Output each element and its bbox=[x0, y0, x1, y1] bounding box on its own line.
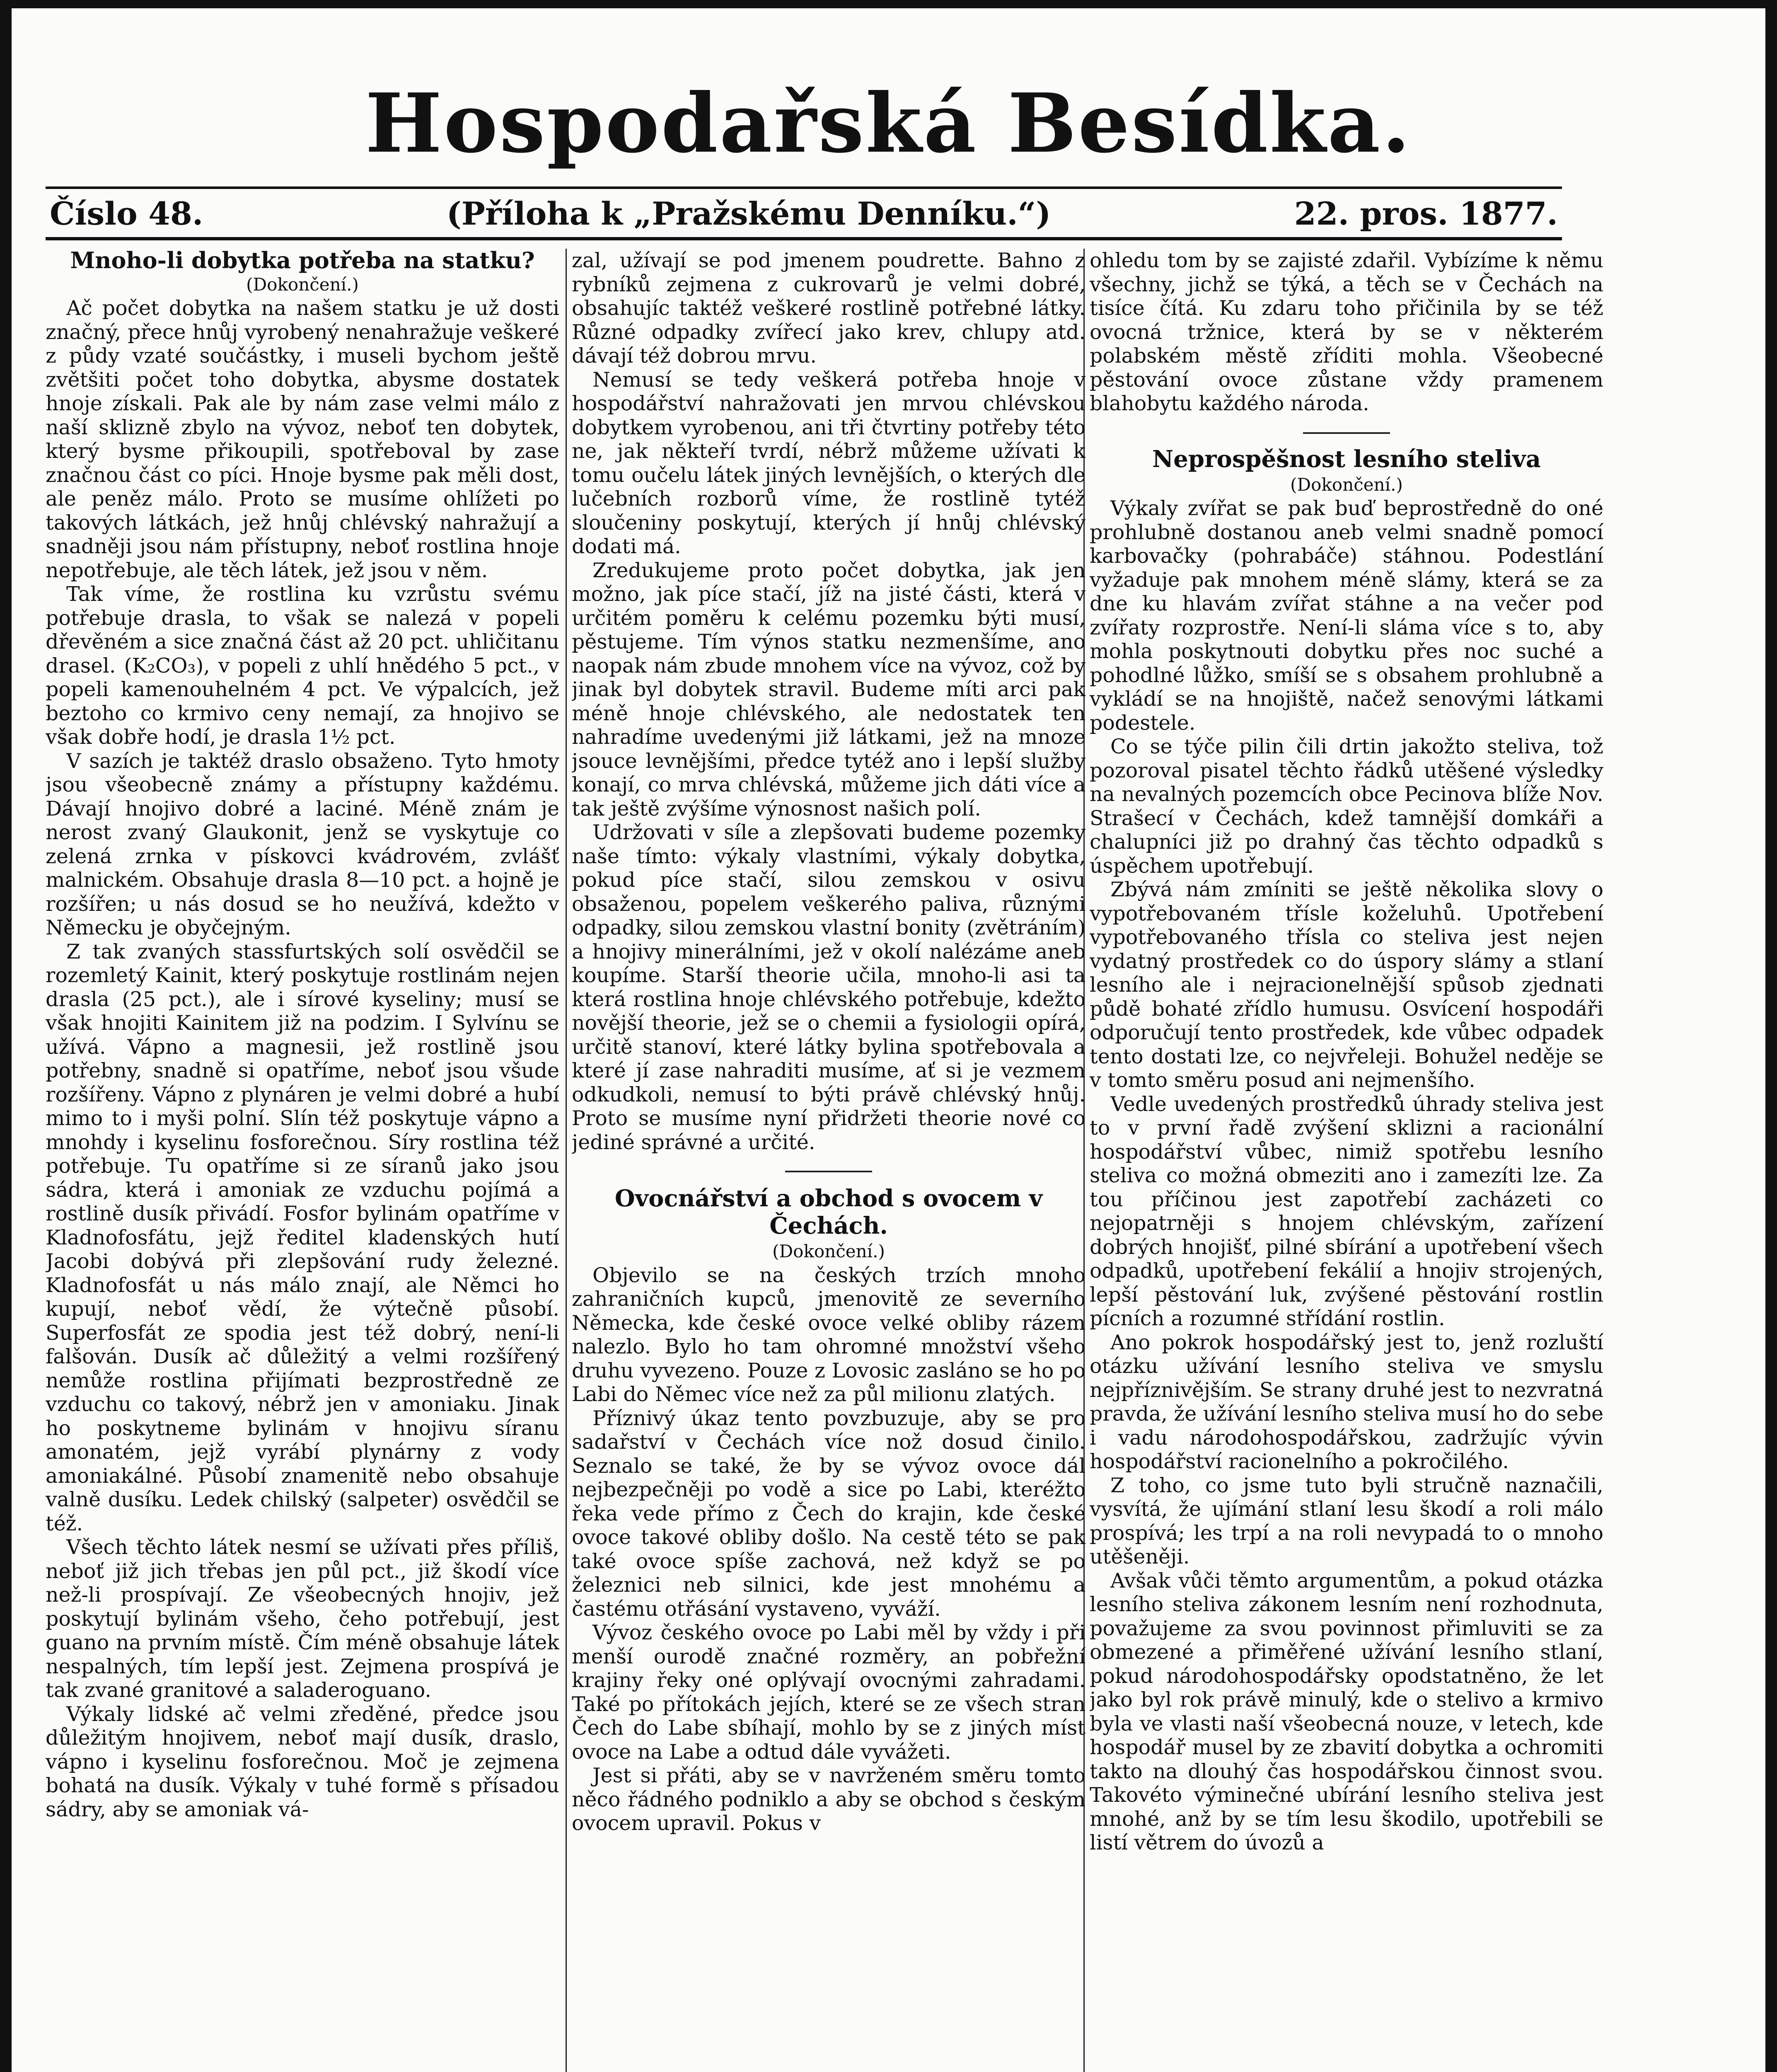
paragraph: ohledu tom by se zajisté zdařil. Vybízíme k němu všechny, jichž se týká, a těch se v Čechách na tisíce čítá. Ku zdaru toho přičinila by se též ovocná tržnice, která by se v některém polabském městě zříditi mohla. Všeobecné pěstování ovoce zůstane vždy pramenem blahobytu každého národa. bbox=[1090, 249, 1603, 415]
article-heading: Neprospěšnost lesního steliva bbox=[1152, 445, 1541, 473]
paragraph: Ano pokrok hospodářský jest to, jenž rozluští otázku užívání lesního steliva ve smyslu nejpříznivějším. Se strany druhé jest to nezvratná pravda, že užívání lesního steliva musí ho do sebe i vadu národohospodářskou, zadržujíc vývin hospodářství racionelního a pokročilého. bbox=[1090, 1330, 1603, 1473]
paragraph: Zbývá nám zmíniti se ještě několika slovy o vypotřebovaném třísle koželuhů. Upotřebení vypotřebovaného třísla co steliva jest nejen vydatný prostředek co do úspory slámy a stlaní lesního ale i nejracionelnější spůsob zjednati půdě bohaté zřídlo humusu. Osvícení hospodáři odporučují tento prostředek, kde vůbec odpadek tento dostati lze, co nejvřeleji. Bohužel neděje se v tomto směru posud ani nejmenšího. bbox=[1090, 878, 1603, 1092]
paragraph: Udržovati v síle a zlepšovati budeme pozemky naše tímto: výkaly vlastními, výkaly dobytka, pokud píce stačí, silou zemskou v osivu obsaženou, popelem veškerého paliva, různými odpadky, silou zemskou vlastní bonity (zvětráním) a hnojivy minerálními, jež v okolí nalézáme aneb koupíme. Starší theorie učila, mnoho-li asi ta která rostlina hnoje chlévského potřebuje, kdežto novější theorie, jež se o chemii a fysiologii opírá, určitě stanoví, které látky bylina spotřebovala a které jí zase nahraditi musíme, ať si je vezmem odkudkoli, nemusí to býti právě chlévský hnůj. Proto se musíme nyní přidržeti theorie nové co jediné správné a určité. bbox=[572, 821, 1086, 1154]
paragraph: Jest si přáti, aby se v navrženém směru tomto něco řádného podniklo a aby se obchod s českým ovocem upravil. Pokus v bbox=[572, 1764, 1086, 1835]
paragraph: Výkaly zvířat se pak buď beprostředně do oné prohlubně dostanou aneb velmi snadně pomocí karbovačky (pohrabáče) stáhnou. Podestlání vyžaduje pak mnohem méně slámy, která se za dne ku hlavám zvířat stáhne a na večer pod zvířaty rozprostře. Není-li sláma více s to, aby mohla poskytnouti dobytku přes noc suché a pohodlné lůžko, smíší se s obsahem prohlubně a vykládí se na hnojiště, načež senovými látkami podestele. bbox=[1090, 496, 1603, 735]
paragraph: Tak víme, že rostlina ku vzrůstu svému potřebuje drasla, to však se nalezá v popeli dřevěném a sice značná část až 20 pct. uhličitanu drasel. (K₂CO₃), v popeli z uhlí hnědého 5 pct., v popeli kamenouhelném 4 pct. Ve výpalcích, jež beztoho co krmivo ceny nemají, za hnojivo se však dobře hodí, je drasla 1½ pct. bbox=[46, 582, 559, 749]
paragraph: Z tak zvaných stassfurtských solí osvědčil se rozemletý Kainit, který poskytuje rostlinám nejen drasla (25 pct.), ale i sírové kyseliny; musí se však hnojiti Kainitem již na podzim. I Sylvínu se užívá. Vápno a magnesii, jež rostlině jsou potřebny, snadně si opatříme, neboť jsou všude rozšířeny. Vápno z plynáren je velmi dobré a hubí mimo to i myši polní. Slín též poskytuje vápno a mnohdy i kyselinu fosforečnou. Síry rostlina též potřebuje. Tu opatříme si ze síranů jako jsou sádra, která i amoniak ze vzduchu pojímá a rostlině dusík přivádí. Fosfor bylinám opatříme v Kladnofosfátu, jejž ředitel kladenských hutí Jacobi dobývá při zlepšování rudy železné. Kladnofosfát u nás málo znají, ale Němci ho kupují, neboť vědí, že výtečně působí. Superfosfát ze spodia jest též dobrý, není-li falšován. Dusík ač důležitý a velmi rozšířený nemůže rostlina přijímati bezprostředně ze vzduchu co takový, nébrž jen v amoniaku. Jinak ho poskytneme bylinám v hnojivu síranu amonatém, jejž vyrábí plynárny z vody amoniakálné. Působí znamenitě nebo obsahuje valně dusíku. Ledek chilský (salpeter) osvědčil se též. bbox=[46, 939, 559, 1535]
article-subheading: (Dokončení.) bbox=[772, 1241, 885, 1261]
paragraph: Z toho, co jsme tuto byli stručně naznačili, vysvítá, že ujímání stlaní lesu škodí a roli málo prospívá; les trpí a na roli nevypadá to o mnoho utěšeněji. bbox=[1090, 1473, 1603, 1569]
section-divider bbox=[1303, 432, 1390, 434]
column-1 bbox=[46, 249, 559, 2072]
paragraph: Vedle uvedených prostředků úhrady steliva jest to v první řadě zvýšení sklizni a racionální hospodářství vůbec, nimiž spotřebu lesního steliva co možná obmeziti ano i zamezíti lze. Za tou příčinou jest zapotřebí zacházeti co nejopatrněji s hnojem chlévským, zařízení dobrých hnojišť, pilné sbírání a upotřebení všech odpadků, upotřebení fekálií a hnojiv strojených, lepší pěstování luk, zvýšené pěstování rostlin pícních a rozumné střídání rostlin. bbox=[1090, 1092, 1603, 1330]
supplement-note: (Příloha k „Pražskému Denníku.“) bbox=[446, 195, 1051, 232]
paragraph: Co se týče pilin čili drtin jakožto steliva, tož pozoroval pisatel těchto řádků utěšené výsledky na nevalných pozemcích obce Pecinova blíže Nov. Strašecí v Čechách, kdež tamnější domkáři a chalupníci již po drahný čas těchto odpadků s úspěchem upotřebují. bbox=[1090, 735, 1603, 878]
paragraph: V sazích je taktéž draslo obsaženo. Tyto hmoty jsou všeobecně známy a přístupny každému. Dávají hnojivo dobré a laciné. Méně znám je nerost zvaný Glaukonit, jenž se vyskytuje co zelená zrnka v pískovci kvádrovém, zvlášť malnickém. Obsahuje drasla 8—10 pct. a hojně je rozšířen; u nás dosud se ho neužívá, kdežto v Německu je obyčejným. bbox=[46, 749, 559, 939]
scan-border-top bbox=[0, 0, 1777, 8]
masthead-rule-top bbox=[46, 186, 1562, 189]
scan-border-left bbox=[0, 0, 12, 2072]
paragraph: Nemusí se tedy veškerá potřeba hnoje v hospodářství nahražovati jen mrvou chlévskou dobytkem vyrobenou, ani tři čtvrtiny potřeby této ne, jak někteří tvrdí, nébrž můžeme užívati k tomu oučelu látek jiných levnějších, o kterých dle lučebních rozborů víme, že rostlině tytéž sloučeniny poskytují, kterých jí hnůj chlévský dodati má. bbox=[572, 368, 1086, 558]
paragraph: Vývoz českého ovoce po Labi měl by vždy i při menší ourodě značné rozměry, an pobřežní krajiny řeky oné oplývají ovocnými zahradami. Také po přítokách jejích, které se ze všech stran Čech do Labe sbíhají, mohlo by se z jiných míst ovoce na Labe a odtud dále vyvážeti. bbox=[572, 1621, 1086, 1764]
article-heading: Mnoho-li dobytka potřeba na statku? bbox=[70, 249, 535, 274]
issue-number: Číslo 48. bbox=[50, 195, 203, 232]
scan-border-right bbox=[1765, 0, 1777, 2072]
article-subheading: (Dokončení.) bbox=[1290, 474, 1403, 495]
paragraph: Objevilo se na českých trzích mnoho zahraničních kupců, jmenovitě ze severního Německa, kde české ovoce velké obliby rázem nalezlo. Bylo ho tam ohromné množství všeho druhu vyvezeno. Pouze z Lovosic zasláno se ho po Labi do Němec více než za půl milionu zlatých. bbox=[572, 1263, 1086, 1406]
paragraph: Ač počet dobytka na našem statku je už dosti značný, přece hnůj vyrobený nenahražuje veškeré z půdy vzaté součástky, i museli bychom ještě zvětšiti počet toho dobytka, abysme dostatek hnoje získali. Pak ale by nám zase velmi málo z naší sklizně zbylo na vývoz, neboť ten dobytek, který bysme přikoupili, spotřeboval by zase značnou část co píci. Hnoje bysme pak měli dost, ale peněz málo. Proto se musíme ohlížeti po takových látkách, jež hnůj chlévský nahražují a snadněji jsou nám přístupny, neboť rostlina hnoje nepotřebuje, ale těch látek, jež jsou v něm. bbox=[46, 296, 559, 582]
column-2 bbox=[572, 249, 1086, 2072]
issue-date: 22. pros. 1877. bbox=[1294, 195, 1558, 232]
paragraph: Avšak vůči těmto argumentům, a pokud otázka lesního steliva zákonem lesním není rozhodnuta, považujeme za svou povinnost přimluviti se za obmezené a přiměřené užívání lesního stlaní, pokud národohospodářsky opodstatněno, že let jako byl rok právě minulý, kde o stelivo a krmivo byla ve vlasti naší všeobecná nouze, v letech, kde hospodář musel by ze zbavití dobytka a ochromiti takto na dlouhý čas hospodářskou činnost svou. Takovéto výminečné ubírání lesního steliva jest mnohé, anž by se tím lesu škodilo, upotřebili se listí větrem do úvozů a bbox=[1090, 1569, 1603, 1854]
article-heading: Ovocnářství a obchod s ovocem v Čechách. bbox=[614, 1185, 1043, 1239]
article-subheading: (Dokončení.) bbox=[246, 274, 359, 295]
column-divider bbox=[566, 249, 567, 2072]
masthead-title: Hospodařská Besídka. bbox=[365, 76, 1412, 171]
paragraph: Všech těchto látek nesmí se užívati přes příliš, neboť již jich třebas jen půl pct., již škodí více než-li prospívají. Ze všeobecných hnojiv, jež poskytují bylinám všeho, čeho potřebují, jest guano na prvním místě. Čím méně obsahuje látek nespalných, tím lepší jest. Zejmena prospívá je tak zvané granitové a saladeroguano. bbox=[46, 1535, 559, 1702]
issue-line bbox=[50, 191, 1558, 236]
paragraph: zal, užívají se pod jmenem poudrette. Bahno z rybníků zejmena z cukrovarů je velmi dobré, obsahujíc taktéž veškeré rostlině potřebné látky. Různé odpadky zvířecí jako krev, chlupy atd. dávají též dobrou mrvu. bbox=[572, 249, 1086, 368]
paragraph: Výkaly lidské ač velmi zředěné, předce jsou důležitým hnojivem, neboť mají dusík, draslo, vápno i kyselinu fosforečnou. Moč je zejmena bohatá na dusík. Výkaly v tuhé formě s přísadou sádry, aby se amoniak vá- bbox=[46, 1702, 559, 1821]
section-divider bbox=[785, 1171, 872, 1172]
paragraph: Zredukujeme proto počet dobytka, jak jen možno, jak píce stačí, jíž na jisté části, která v určitém poměru k celému pozemku býti musí, pěstujeme. Tím výnos statku nezmenšíme, ano naopak nám zbude mnohem více na vývoz, což by jinak byl dobytek stravil. Budeme míti arci pak méně hnoje chlévského, ale nedostatek ten nahradíme uvedenými již látkami, jež na mnoze jsouce levnějšími, předce tytéž ano i lepší služby konají, co mrva chlévská, můžeme jich dáti více a tak ještě zvýšíme výnosnost našich polí. bbox=[572, 558, 1086, 821]
column-3 bbox=[1090, 249, 1603, 2072]
masthead-rule-bottom bbox=[46, 237, 1562, 240]
paragraph: Příznivý úkaz tento povzbuzuje, aby se pro sadařství v Čechách více nož dosud činilo. Seznalo se také, že by se vývoz ovoce dál nejbezpečněji po vodě a sice po Labi, kteréžto řeka vede přímo z Čech do krajin, kde české ovoce takové obliby došlo. Na cestě této se pak také ovoce spíše zachová, než když se po železnici neb silnici, kde jest mnohému a častému otřásání vystaveno, vyváží. bbox=[572, 1406, 1086, 1621]
